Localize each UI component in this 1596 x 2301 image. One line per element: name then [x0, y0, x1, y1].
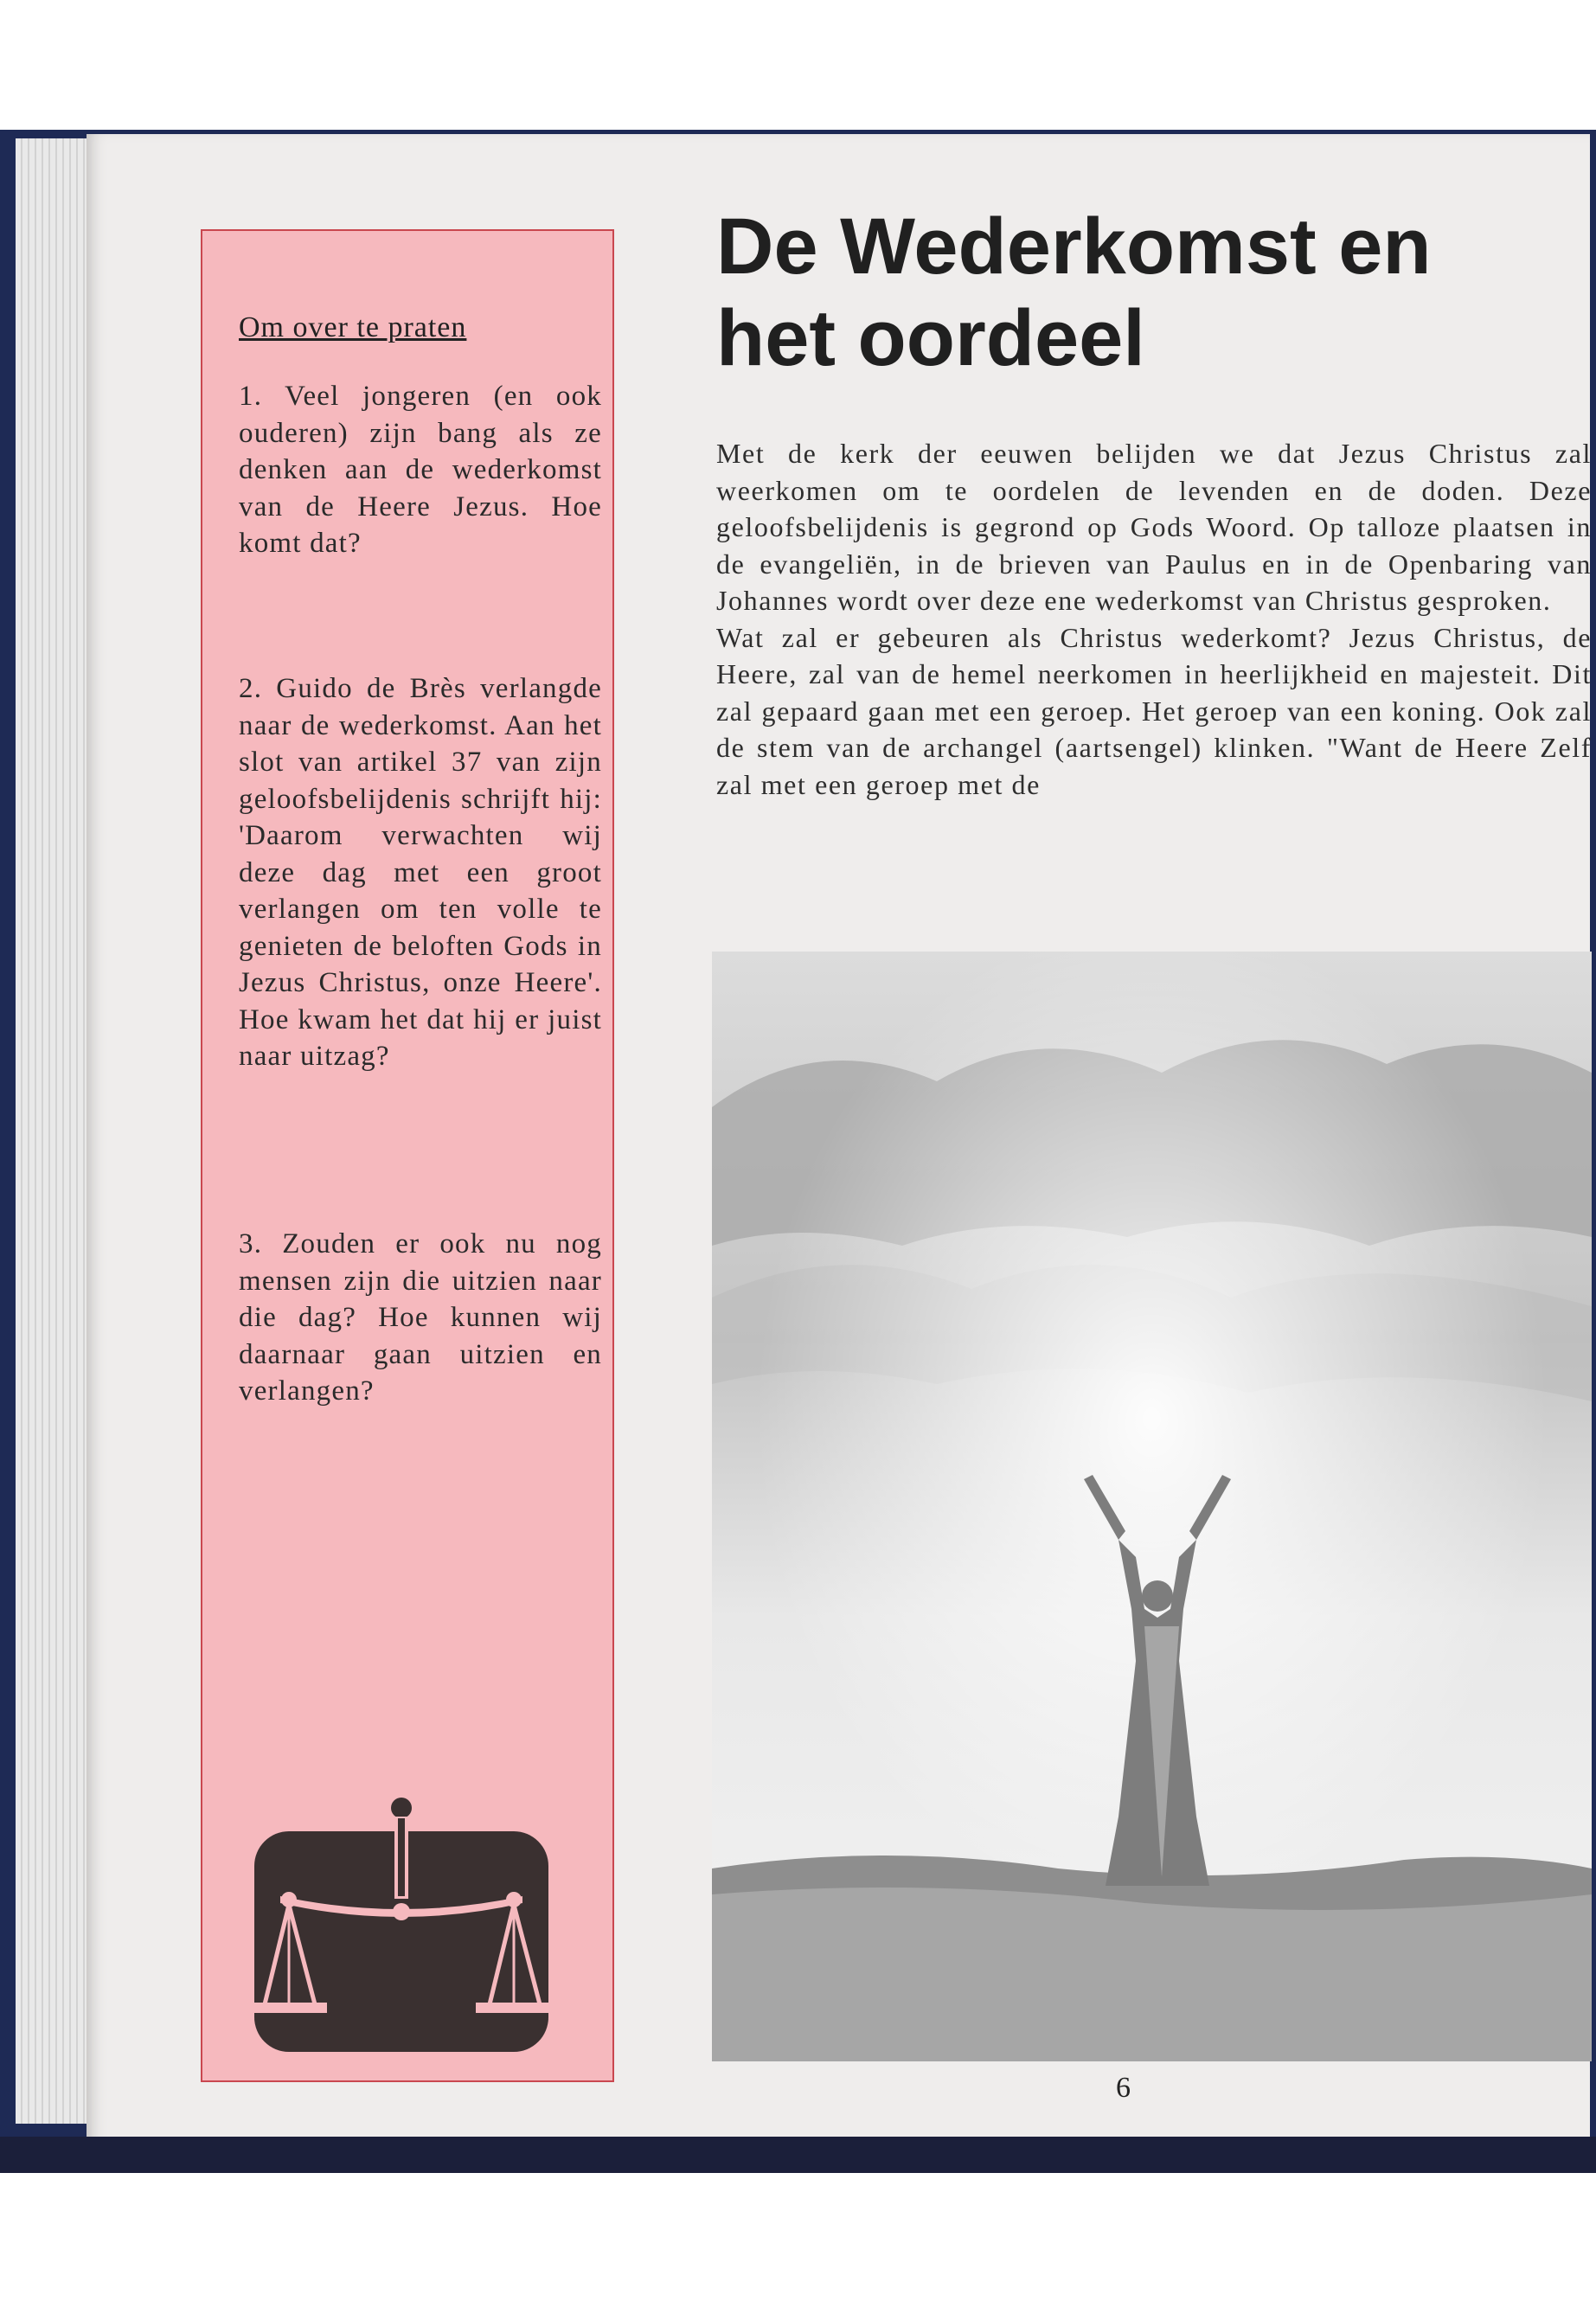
figure-with-raised-arms-icon	[712, 952, 1592, 2061]
paragraph-2: Wat zal er gebeuren als Christus wederkomt? Jezus Christus, de Heere, zal van de hemel neerkomen in heerlijkheid en majesteit. Dit zal gepaard gaan met een geroep. Het geroep van een koning. Ook zal de stem van de archangel (aartsengel) klinken. "Want de Heere Zelf zal met een geroep met de	[716, 621, 1592, 800]
question-1: 1. Veel jongeren (en ook ouderen) zijn bang als ze denken aan de wederkomst van de Heere Jezus. Hoe komt dat?	[239, 381, 602, 559]
title-line-2: het oordeel	[716, 294, 1145, 382]
title-line-1: De Wederkomst en	[716, 202, 1432, 291]
cover-bottom-edge	[0, 2137, 1596, 2173]
article-title	[716, 201, 1581, 384]
scales-of-justice-icon	[254, 1792, 548, 2061]
question-3: 3. Zouden er ook nu nog mensen zijn die uitzien naar die dag? Hoe kunnen wij daarnaar gaan uitzien en verlangen?	[239, 1228, 602, 1407]
question-2: 2. Guido de Brès verlangde naar de wederkomst. Aan het slot van artikel 37 van zijn geloofsbelijdenis schrijft hij: 'Daarom verwachten wij deze dag met een groot verlangen om ten volle te genieten de beloften Gods in Jezus Christus, onze Heere'. Hoe kwam het dat hij er juist naar uitzag?	[239, 673, 602, 1072]
article-body	[716, 435, 1592, 803]
sidebar-heading: Om over te praten	[239, 311, 467, 343]
discussion-sidebar	[201, 229, 614, 2082]
paragraph-1: Met de kerk der eeuwen belijden we dat Jezus Christus zal weerkomen om te oordelen de levenden en de doden. Deze geloofsbelijdenis is gegrond op Gods Woord. Op talloze plaatsen in de evangeliën, in de brieven van Paulus en in de Openbaring van Johannes wordt over deze ene wederkomst van Christus gesproken.	[716, 438, 1592, 616]
page-number: 6	[1116, 2072, 1131, 2104]
